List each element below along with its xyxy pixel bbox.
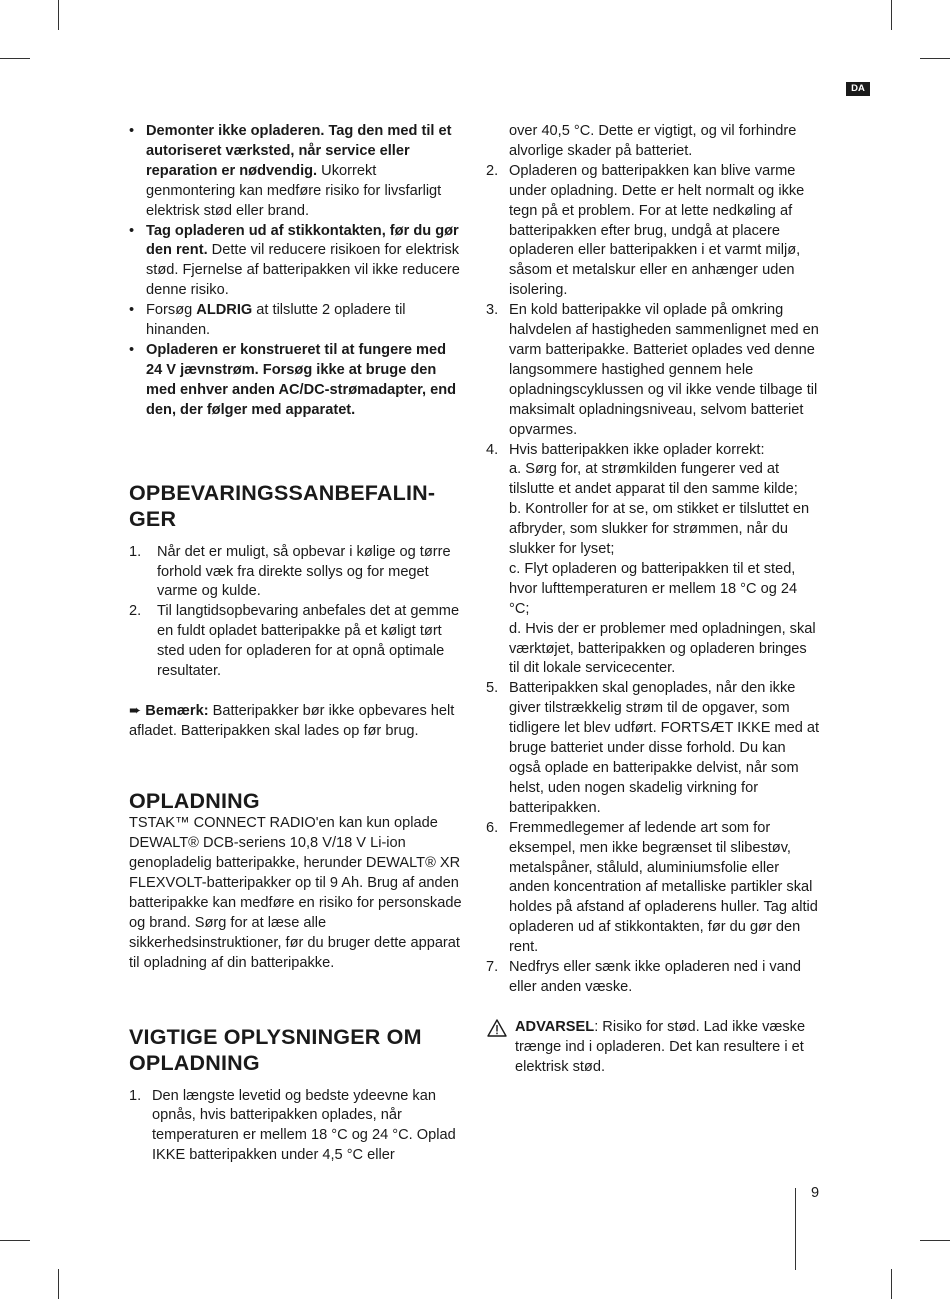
important-item xyxy=(486,301,821,440)
sub-item-b: b. Kontroller for at se, om stikket er tilsluttet en afbryder, som slukker for strømmen, når du slukker for lyset; xyxy=(509,501,810,558)
crop-mark xyxy=(0,58,30,59)
warning-triangle-icon xyxy=(487,1019,507,1037)
right-column xyxy=(486,122,821,1078)
item-text: Nedfrys eller sænk ikke opladeren ned i vand eller anden væske. xyxy=(509,959,802,995)
bullet-text: at tilslutte 2 opladere til hinanden. xyxy=(146,302,406,339)
crop-mark xyxy=(891,1269,892,1299)
item-text: Opladeren og batteripakken kan blive varme under opladning. Dette er helt normalt og ikke tegn på et problem. For at lette nedkøling af batteripakken efter brug, undgå at placere opladeren eller batteripakken i et varmt miljø, såsom et metalskur eller en anhænger uden isolering. xyxy=(509,162,805,299)
crop-mark xyxy=(58,1269,59,1299)
item-number: 6. xyxy=(486,819,499,836)
bullet-icon: • xyxy=(129,302,135,319)
important-item xyxy=(486,958,821,998)
warning-text: : Risiko for stød. Lad ikke væske trænge ind i opladeren. Det kan resultere i et elektrisk stød. xyxy=(515,1018,806,1075)
crop-mark xyxy=(58,0,59,30)
item-number: 1. xyxy=(129,1087,142,1104)
safety-bullet-list xyxy=(129,122,464,421)
page-number-rule xyxy=(795,1188,796,1270)
note-label: Bemærk: xyxy=(145,702,209,719)
bullet-text: Dette vil reducere risikoen for elektrisk stød. Fjernelse af batteripakken vil ikke reducere denne risiko. xyxy=(146,242,460,299)
bullet-text: Ukorrekt genmontering kan medføre risiko for livsfarligt elektrisk stød eller brand. xyxy=(146,162,442,219)
crop-mark xyxy=(920,58,950,59)
charging-body: TSTAK™ CONNECT RADIO'en kan kun oplade DEWALT® DCB-seriens 10,8 V/18 V Li-ion genopladelig batteripakke, herunder DEWALT® XR FLEXVOLT-batteripakker op til 9 Ah. Brug af anden batteripakke kan medføre en risiko for personskade og brand. Sørg for at læse alle sikkerhedsinstruktioner, før du bruger dette apparat til opladning af din batteripakke. xyxy=(129,815,462,971)
important-list-continued xyxy=(486,162,821,998)
bullet-item xyxy=(129,301,464,341)
storage-heading-line2: GER xyxy=(129,507,177,532)
item-number: 2. xyxy=(129,603,142,620)
important-list xyxy=(129,1087,464,1167)
arrow-icon: ➨ xyxy=(129,702,142,719)
page-number: 9 xyxy=(811,1185,820,1201)
note-text: Batteripakker bør ikke opbevares helt afladet. Batteripakken skal lades op før brug. xyxy=(129,702,455,739)
bullet-item xyxy=(129,341,464,421)
item-text: Hvis batteripakken ikke oplader korrekt: xyxy=(509,441,765,458)
important-item xyxy=(486,441,821,680)
storage-heading-line1: OPBEVARINGSSANBEFALIN- xyxy=(129,480,436,505)
sub-item-a: a. Sørg for, at strømkilden fungerer ved at tilslutte et andet apparat til den samme kilde; xyxy=(509,461,798,498)
important-heading-line1: VIGTIGE OPLYSNINGER OM xyxy=(129,1024,422,1049)
bullet-item xyxy=(129,222,464,302)
bullet-bold: Opladeren er konstrueret til at fungere med 24 V jævnstrøm. Forsøg ikke at bruge den med enhver anden AC/DC-strømadapter, end den, der følger med apparatet. xyxy=(146,341,457,418)
storage-note xyxy=(129,702,464,742)
item-text: En kold batteripakke vil oplade på omkring halvdelen af hastigheden sammenlignet med en varm batteripakke. Batteriet oplades ved denne langsommere hastighed gennem hele opladningscyklussen og vil ikke vende tilbage til maksimalt opladningsniveau, selvom batteriet opvarmes. xyxy=(509,302,819,438)
storage-heading xyxy=(129,480,464,533)
continuation-text: over 40,5 °C. Dette er vigtigt, og vil forhindre alvorlige skader på batteriet. xyxy=(509,123,797,159)
important-heading xyxy=(129,1024,464,1077)
item-text: Når det er muligt, så opbevar i kølige og tørre forhold væk fra direkte sollys og for meget varme og kulde. xyxy=(157,543,451,600)
bullet-bold: Tag opladeren ud af stikkontakten, før du gør den rent. xyxy=(146,222,459,259)
charging-heading: OPLADNING xyxy=(129,788,260,813)
bullet-bold: ALDRIG xyxy=(196,302,253,319)
item-number: 1. xyxy=(129,543,142,560)
item-number: 5. xyxy=(486,680,499,697)
sub-item-c: c. Flyt opladeren og batteripakken til et sted, hvor lufttemperaturen er mellem 18 °C og 24 °C; xyxy=(509,560,798,617)
important-item xyxy=(129,1087,464,1167)
item-number: 2. xyxy=(486,162,499,179)
item-text: Batteripakken skal genoplades, når den ikke giver tilstrækkelig strøm til de opgaver, som tidligere let blev udført. FORTSÆT IKKE med at bruge batteriet under disse forhold. Du kan også oplade en batteripakke delvist, når som helst, uden nogen skadelig virkning for batteripakken. xyxy=(509,680,820,816)
crop-mark xyxy=(891,0,892,30)
important-item xyxy=(486,162,821,301)
warning-block xyxy=(486,1018,821,1078)
important-item xyxy=(486,819,821,958)
item-number: 7. xyxy=(486,959,499,976)
warning-label: ADVARSEL xyxy=(515,1018,595,1035)
bullet-bold: Demonter ikke opladeren. Tag den med til et autoriseret værksted, når service eller reparation er nødvendig. xyxy=(146,123,452,179)
bullet-item xyxy=(129,122,464,222)
important-heading-line2: OPLADNING xyxy=(129,1051,260,1075)
storage-item xyxy=(129,602,464,682)
item-text: Fremmedlegemer af ledende art som for eksempel, men ikke begrænset til slibestøv, metalspåner, ståluld, aluminiumsfolie eller anden koncentration af metalliske partikler skal holdes på afstand af opladerens huller. Tag altid opladeren ud af stikkontakten, før du gør den rent. xyxy=(509,819,818,956)
bullet-pre: Forsøg xyxy=(146,302,197,319)
item-number: 4. xyxy=(486,441,499,458)
storage-list xyxy=(129,543,464,682)
important-item xyxy=(486,679,821,818)
storage-item xyxy=(129,543,464,603)
bullet-icon: • xyxy=(129,222,135,239)
item-text: Den længste levetid og bedste ydeevne kan opnås, hvis batteripakken oplades, når temperaturen er mellem 18 °C og 24 °C. Oplad IKKE batteripakken under 4,5 °C eller xyxy=(152,1087,456,1164)
item-number: 3. xyxy=(486,302,499,319)
crop-mark xyxy=(0,1240,30,1241)
sub-item-d: d. Hvis der er problemer med opladningen, skal værktøjet, batteripakken og opladeren bringes til dit lokale servicecenter. xyxy=(509,620,816,677)
language-badge: DA xyxy=(846,82,870,96)
bullet-icon: • xyxy=(129,341,135,358)
left-column xyxy=(129,122,464,1166)
crop-mark xyxy=(920,1240,950,1241)
bullet-icon: • xyxy=(129,123,135,139)
item-text: Til langtidsopbevaring anbefales det at gemme en fuldt opladet batteripakke på et køligt tørt sted uden for opladeren for at opnå optimale resultater. xyxy=(157,603,460,680)
